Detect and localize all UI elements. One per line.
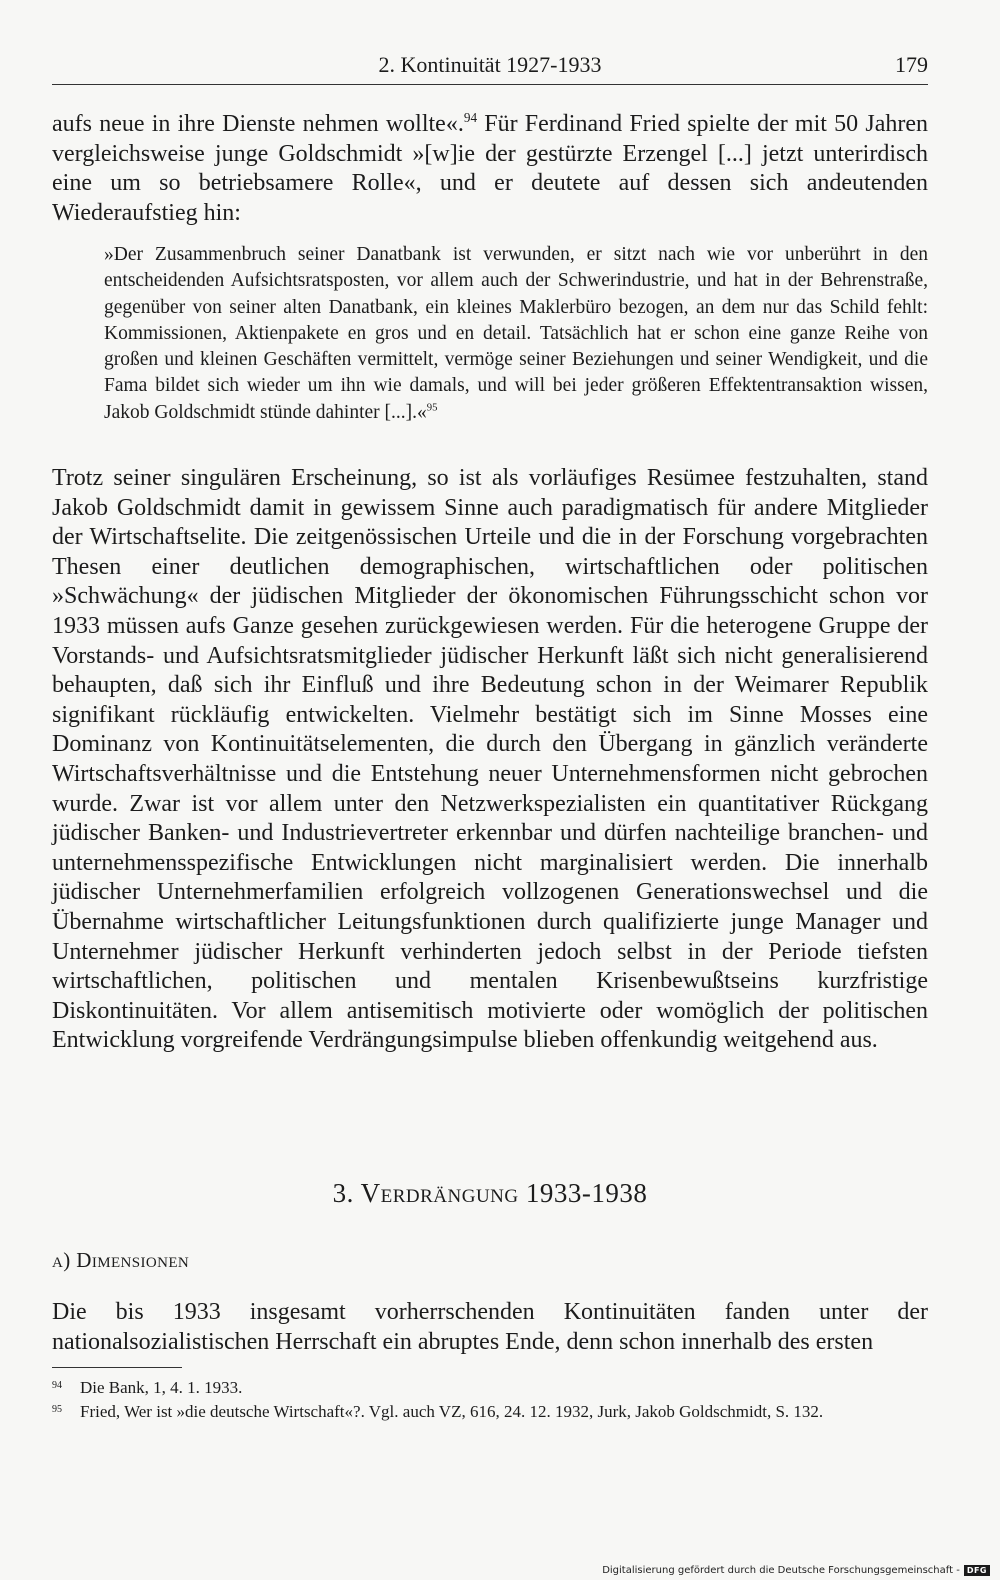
block-quote [104,242,928,426]
footnote-text: Fried, Wer ist »die deutsche Wirtschaft«?. Vgl. auch VZ, 616, 24. 12. 1932, Jurk, Jakob Goldschmidt, S. 132. [80,1402,824,1421]
paragraph-1-text-b: Für Ferdinand Fried spielte der mit 50 Jahren vergleichsweise junge Goldschmidt »[w]ie der gestürzte Erzengel [...] jetzt unterirdisch eine um so betriebsamere Rolle«, und er deutete auf dessen sich andeutenden Wiederaufstieg hin: [52,111,929,226]
running-head [52,50,928,85]
block-quote-text: »Der Zusammenbruch seiner Danatbank ist verwunden, er sitzt nach wie vor unberührt in den entscheidenden Aufsichtsratsposten, vor allem auch der Schwerindustrie, und hat in der Behrenstraße, gegenüber von seiner alten Danatbank, ein kleines Maklerbüro bezogen, an dem nur das Schild fehlt: Kommissionen, Aktienpakete en gros und en detail. Tatsächlich hat er schon eine ganze Reihe von großen und kleinen Geschäften vermittelt, vermöge seiner Beziehungen und seiner Wendigkeit, und die Fama bildet sich wieder um ihn wie damals, und will bei jeder größeren Effektentransaktion wissen, Jakob Goldschmidt stünde dahinter [...].« [104,244,928,423]
paragraph-1 [52,110,928,228]
page-number: 179 [895,52,928,77]
running-title: 2. Kontinuität 1927-1933 [378,52,602,77]
footnote-ref-95: 95 [426,401,438,414]
paragraph-3: Die bis 1933 insgesamt vorherrschenden Kontinuitäten fanden unter der nationalsozialistischen Herrschaft ein abruptes Ende, denn schon innerhalb des ersten [52,1299,928,1355]
footnote-ref-94: 94 [463,110,478,125]
footnote-rule [52,1367,182,1368]
footnote-text: Die Bank, 1, 4. 1. 1933. [80,1378,243,1397]
footnotes [52,1376,928,1424]
paragraph-2: Trotz seiner singulären Erscheinung, so ist als vorläufiges Resümee festzuhalten, stand Jakob Goldschmidt damit in gewissem Sinne auch paradigmatisch für andere Mitglieder der Wirtschaftselite. Die zeitgenössischen Urteile und die in der Forschung vorgebrachten Thesen einer deutlichen demographischen, wirtschaftlichen oder politischen »Schwächung« der jüdischen Mitglieder der ökonomischen Führungsschicht schon vor 1933 müssen aufs Ganze gesehen zurückgewiesen werden. Für die heterogene Gruppe der Vorstands- und Aufsichtsratsmitglieder jüdischer Herkunft läßt sich nicht generalisierend behaupten, daß sich ihr Einfluß und ihre Bedeutung schon in der Weimarer Republik signifikant rückläufig entwickelten. Vielmehr bestätigt sich im Sinne Mosses eine Dominanz von Kontinuitätselementen, die durch den Übergang in gänzlich veränderte Wirtschaftsverhältnisse und die Entstehung neuer Unternehmensformen nicht gebrochen wurde. Zwar ist vor allem unter den Netzwerkspezialisten ein quantitativer Rückgang jüdischer Banken- und Industrievertreter erkennbar und dürfen nachteilige branchen- und unternehmensspezifische Entwicklungen nicht marginalisiert werden. Die innerhalb jüdischer Unternehmerfamilien erfolgreich vollzogenen Generationswechsel und die Übernahme wirtschaftlicher Leitungsfunktionen durch qualifizierte junge Manager und Unternehmer jüdischer Herkunft verhinderten jedoch selbst in der Periode tiefsten wirtschaftlichen, politischen und mentalen Krisenbewußtseins kurzfristige Diskontinuitäten. Vor allem antisemitisch motivierte oder womöglich der politischen Entwicklung vorgreifende Verdrängungsimpulse blieben offenkundig weitgehend aus. [52,465,928,1054]
section-heading: a) Dimensionen [52,1248,190,1272]
colophon-text: Digitalisierung gefördert durch die Deutsche Forschungsgemeinschaft - [602,1565,960,1576]
digitization-colophon [602,1565,990,1576]
footnote-94 [52,1376,928,1400]
footnote-number: 95 [52,1404,62,1415]
footnote-number: 94 [52,1380,62,1391]
footnote-95 [52,1400,928,1424]
paragraph-1-text-a: aufs neue in ihre Dienste nehmen wollte«. [52,111,464,137]
dfg-logo-icon: DFG [964,1565,990,1576]
chapter-heading: 3. Verdrängung 1933-1938 [332,1178,648,1208]
